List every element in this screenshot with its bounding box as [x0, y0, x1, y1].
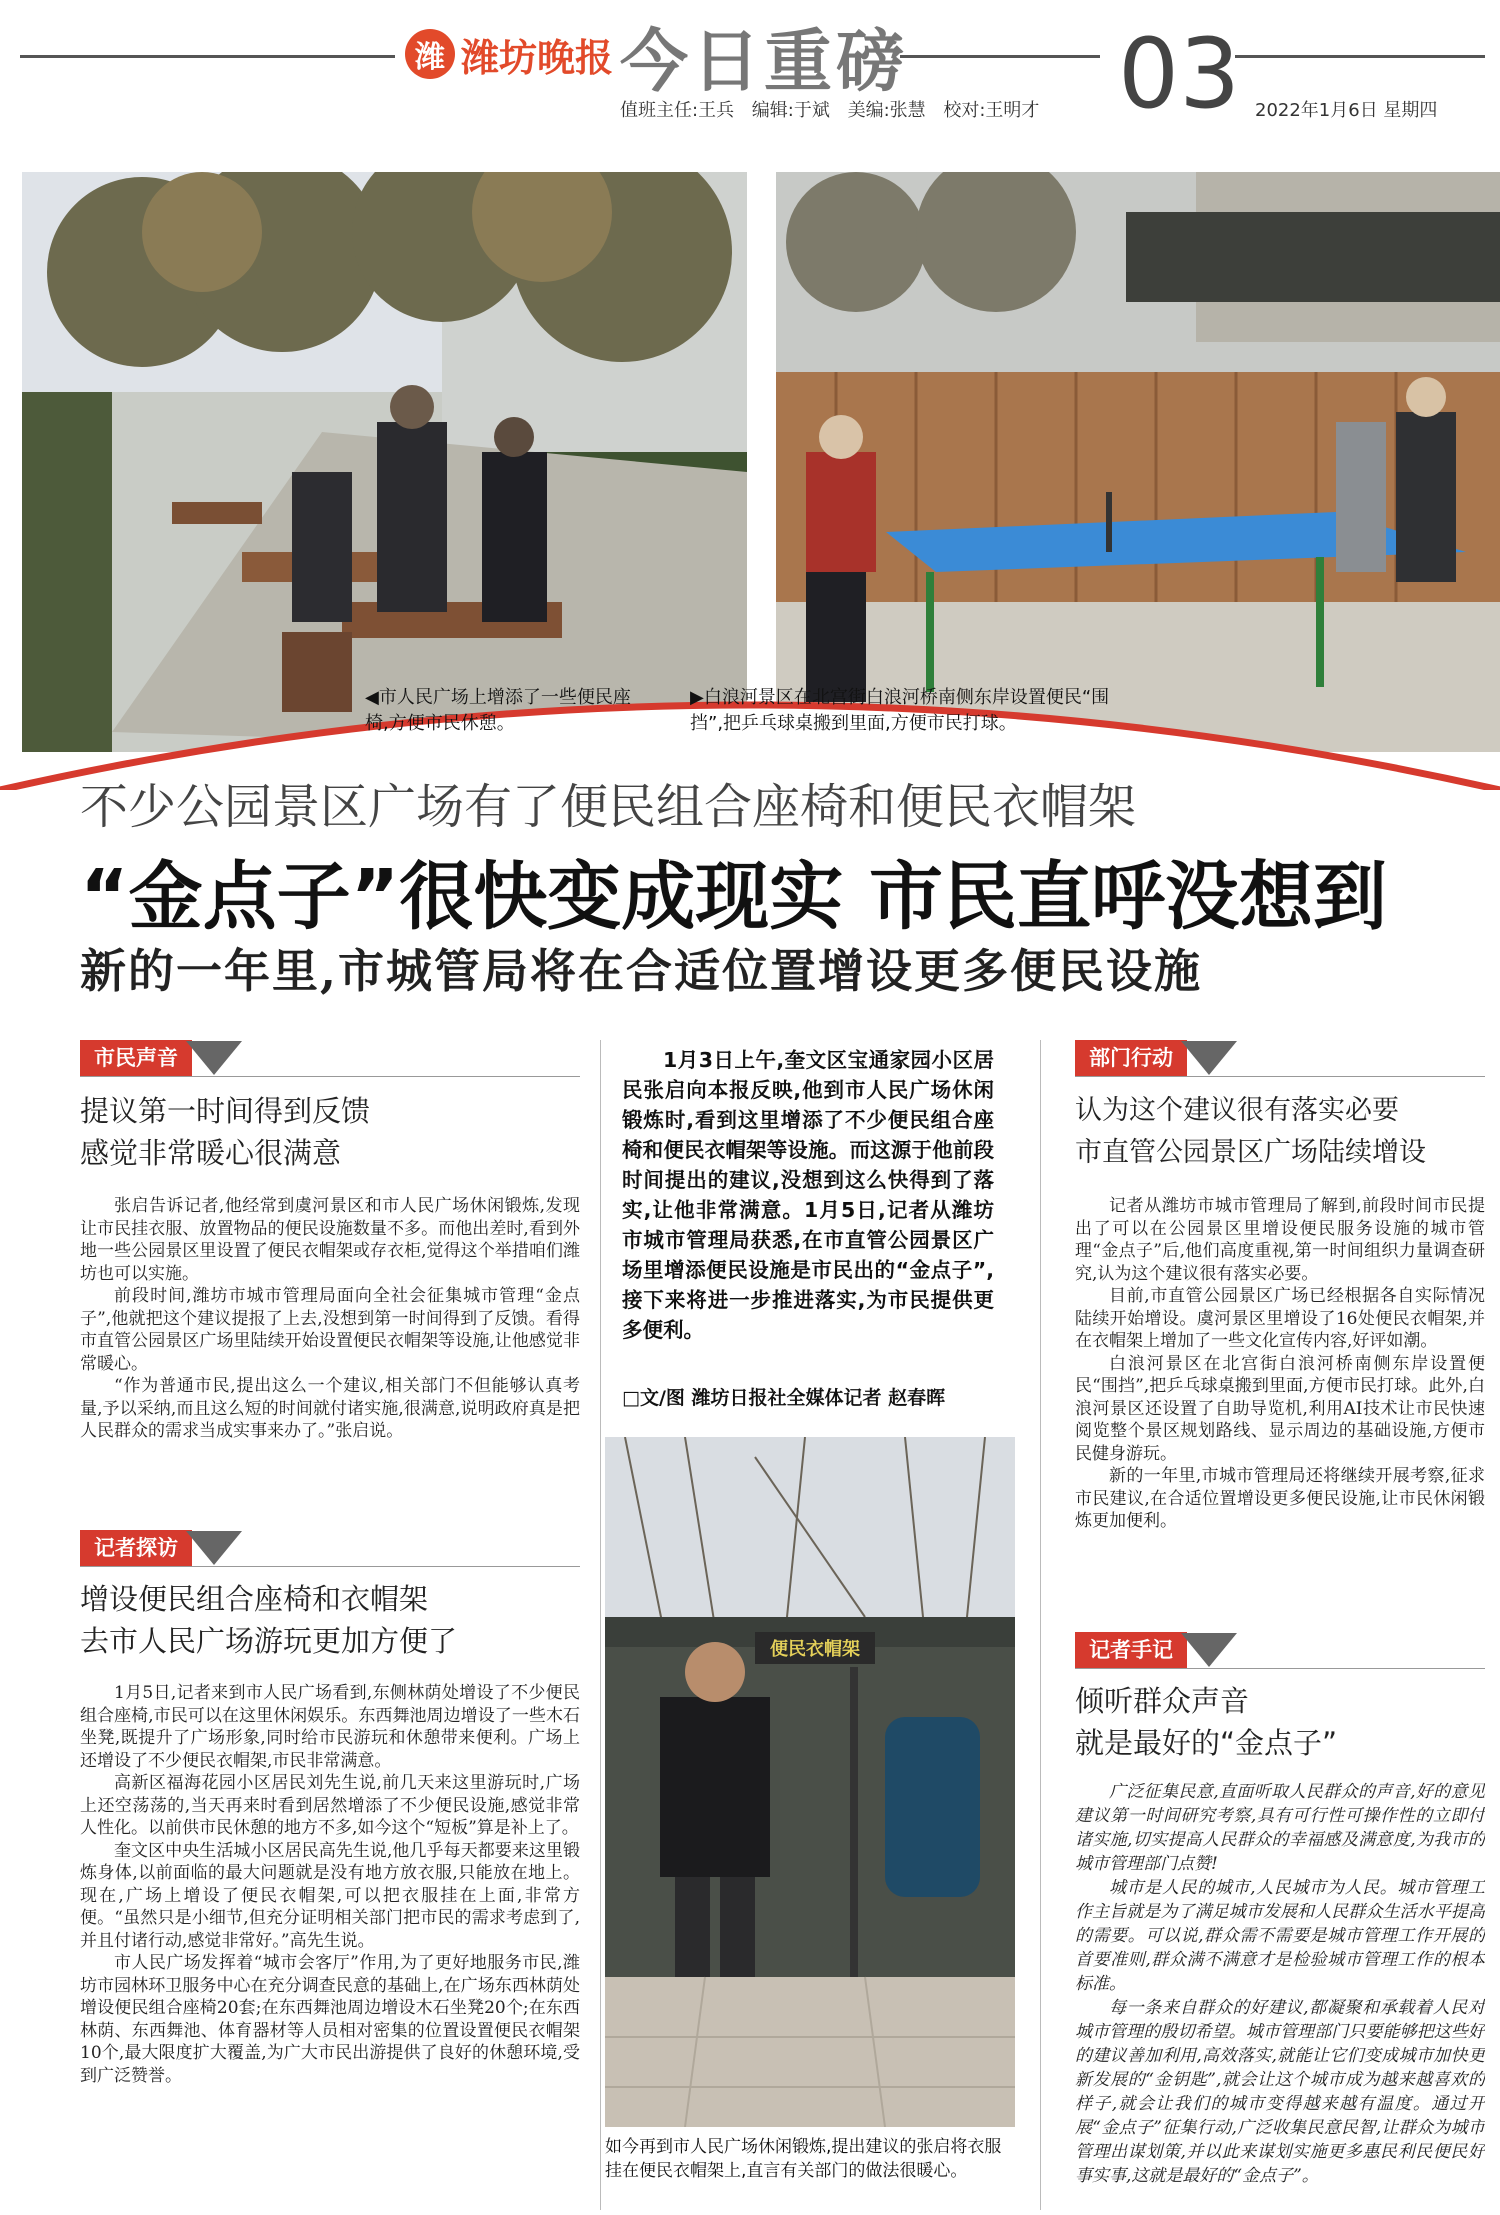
- tag-rule: [80, 1076, 580, 1077]
- header-rule-right: [1235, 55, 1485, 58]
- headline-sub: 不少公园景区广场有了便民组合座椅和便民衣帽架: [80, 779, 1137, 835]
- headline-main: “金点子”很快变成现实 市民直呼没想到: [80, 854, 1388, 940]
- paragraph: 张启告诉记者,他经常到虞河景区和市人民广场休闲锻炼,发现让市民挂衣服、放置物品的便民设施数量不多。而他出差时,看到外地一些公园景区里设置了便民衣帽架或存衣柜,觉得这个举措咱们潍坊也可以实施。: [80, 1196, 580, 1284]
- section-title: [1075, 1680, 1337, 1764]
- paragraph: 城市是人民的城市,人民城市为人民。城市管理工作主旨就是为了满足城市发展和人民群众生活水平提高的需要。可以说,群众需不需要是城市管理工作开展的首要准则,群众满不满意才是检验城市管理工作的根本标准。: [1075, 1878, 1485, 1994]
- paragraph: 1月5日,记者来到市人民广场看到,东侧林荫处增设了不少便民组合座椅,市民可以在这里休闲娱乐。东西舞池周边增设了一些木石坐凳,既提升了广场形象,同时给市民游玩和休憩带来便利。广场上还增设了不少便民衣帽架,市民非常满意。: [80, 1683, 580, 1771]
- paragraph: “作为普通市民,提出这么一个建议,相关部门不但能够认真考量,予以采纳,而且这么短的时间就付诸实施,很满意,说明政府真是把人民群众的需求当成实事来办了。”张启说。: [80, 1376, 580, 1441]
- paragraph: 1月3日上午,奎文区宝通家园小区居民张启向本报反映,他到市人民广场休闲锻炼时,看到这里增添了不少便民组合座椅和便民衣帽架等设施。而这源于他前段时间提出的建议,没想到这么快得到了落实,让他非常满意。1月5日,记者从潍坊市城市管理局获悉,在市直管公园景区广场里增添便民设施是市民出的“金点子”,接下来将进一步推进落实,为市民提供更多便利。: [622, 1048, 994, 1342]
- tag-triangle-icon: [186, 1531, 242, 1565]
- tag-label: 记者探访: [80, 1530, 192, 1566]
- section-title-line: 就是最好的“金点子”: [1075, 1726, 1338, 1760]
- right-photo-caption: ▶白浪河景区在北宫街白浪河桥南侧东岸设置便民“围挡”,把乒乓球桌搬到里面,方便市民打球。: [690, 687, 1110, 734]
- tag-reporter-note: [1075, 1632, 1237, 1668]
- lead-paragraph: [622, 1045, 994, 1345]
- paragraph: 市人民广场发挥着“城市会客厅”作用,为了更好地服务市民,潍坊市园林环卫服务中心在充分调查民意的基础上,在广场东西林荫处增设便民组合座椅20套;在东西舞池周边增设木石坐凳20个;在东西林荫、东西舞池、体育器材等人员相对密集的位置设置便民衣帽架10个,最大限度扩大覆盖,为广大市民出游提供了良好的休憩环境,受到广泛赞誉。: [80, 1953, 580, 2086]
- paragraph: 每一条来自群众的好建议,都凝聚和承载着人民对城市管理的殷切希望。城市管理部门只要能够把这些好的建议善加利用,高效落实,就能让它们变成城市加快更新发展的“金钥匙”,就会让这个城市成为越来越喜欢的样子,就会让我们的城市变得越来越有温度。通过开展“金点子”征集行动,广泛收集民意民智,让群众为城市管理出谋划策,并以此来谋划实施更多惠民利民便民好事实事,这就是最好的“金点子”。: [1075, 1998, 1485, 2186]
- section-title-line: 市直管公园景区广场陆续增设: [1075, 1137, 1426, 1168]
- coat-rack-image: [605, 1437, 1015, 2127]
- coat-rack-caption: 如今再到市人民广场休闲锻炼,提出建议的张启将衣服挂在便民衣帽架上,直言有关部门的做法很暖心。: [605, 2137, 1002, 2181]
- tag-rule: [1075, 1668, 1485, 1669]
- section-title-line: 认为这个建议很有落实必要: [1075, 1095, 1399, 1126]
- coat-rack-sign: 便民衣帽架: [770, 1639, 860, 1660]
- photo-coat-rack: [605, 1437, 1015, 2127]
- tag-label: 记者手记: [1075, 1632, 1187, 1668]
- tag-rule: [80, 1566, 580, 1567]
- paragraph: 前段时间,潍坊市城市管理局面向全社会征集城市管理“金点子”,他就把这个建议提报了上去,没想到第一时间得到了反馈。看得市直管公园景区广场里陆续开始设置便民衣帽架等设施,让他感觉非常暖心。: [80, 1286, 580, 1374]
- header-rule-mid: [900, 55, 1100, 58]
- brand-name: 潍坊晚报: [461, 35, 614, 80]
- tag-citizen-voice: [80, 1040, 242, 1076]
- article-body: [80, 1682, 580, 2210]
- tag-department-action: [1075, 1040, 1237, 1076]
- header-rule-left: [20, 55, 395, 58]
- section-title-line: 增设便民组合座椅和衣帽架: [80, 1582, 429, 1616]
- byline: □文/图 潍坊日报社全媒体记者 赵春晖: [622, 1387, 946, 1409]
- section-title: [80, 1090, 370, 1174]
- section-title-line: 感觉非常暖心很满意: [80, 1136, 342, 1170]
- paragraph: 目前,市直管公园景区广场已经根据各自实际情况陆续开始增设。虞河景区里增设了16处便民衣帽架,并在衣帽架上增加了一些文化宣传内容,好评如潮。: [1075, 1286, 1485, 1351]
- article-body: [1075, 1195, 1485, 1533]
- tag-triangle-icon: [1181, 1041, 1237, 1075]
- paragraph: 高新区福海花园小区居民刘先生说,前几天来这里游玩时,广场上还空荡荡的,当天再来时看到居然增添了不少便民设施,感觉非常人性化。以前供市民休憩的地方不多,如今这个“短板”算是补上了。: [80, 1773, 580, 1838]
- section-title-line: 倾听群众声音: [1075, 1684, 1250, 1718]
- section-title: [80, 1578, 457, 1662]
- paragraph: 新的一年里,市城市管理局还将继续开展考察,征求市民建议,在合适位置增设更多便民设施,让市民休闲锻炼更加便利。: [1075, 1466, 1485, 1531]
- article-body: [80, 1195, 580, 1443]
- page-number: 03: [1118, 18, 1241, 130]
- tag-triangle-icon: [1181, 1633, 1237, 1667]
- tag-label: 市民声音: [80, 1040, 192, 1076]
- section-title-line: 提议第一时间得到反馈: [80, 1094, 371, 1128]
- tag-label: 部门行动: [1075, 1040, 1187, 1076]
- headline-deck: 新的一年里,市城管局将在合适位置增设更多便民设施: [80, 944, 1203, 998]
- paragraph: 奎文区中央生活城小区居民高先生说,他几乎每天都要来这里锻炼身体,以前面临的最大问题就是没有地方放衣服,只能放在地上。现在,广场上增设了便民衣帽架,可以把衣服挂在上面,非常方便。“虽然只是小细节,但充分证明相关部门把市民的需求考虑到了,并且付诸行动,感觉非常好。”高先生说。: [80, 1840, 580, 1951]
- brand-logo-icon: 潍: [405, 29, 455, 79]
- brand: [405, 26, 613, 82]
- paragraph: 广泛征集民意,直面听取人民群众的声音,好的意见建议第一时间研究考察,具有可行性可操作性的立即付诸实施,切实提高人民群众的幸福感及满意度,为我市的城市管理部门点赞!: [1075, 1782, 1485, 1874]
- section-name: 今日重磅: [620, 23, 909, 102]
- commentary-body: [1075, 1780, 1485, 2210]
- section-title: [1075, 1090, 1426, 1174]
- paragraph: 记者从潍坊市城市管理局了解到,前段时间市民提出了可以在公园景区里增设便民服务设施的城市管理“金点子”后,他们高度重视,第一时间组织力量调查研究,认为这个建议很有落实必要。: [1075, 1196, 1485, 1284]
- column-rule-1: [600, 1040, 601, 2210]
- editor-credits: 值班主任:王兵 编辑:于斌 美编:张慧 校对:王明才: [620, 100, 1040, 121]
- column-rule-2: [1040, 1040, 1041, 2210]
- tag-triangle-icon: [186, 1041, 242, 1075]
- paragraph: 白浪河景区在北宫街白浪河桥南侧东岸设置便民“围挡”,把乒乓球桌搬到里面,方便市民打球。此外,白浪河景区还设置了自助导览机,利用AI技术让市民快速阅览整个景区规划路线、显示周边的基础设施,方便市民健身游玩。: [1075, 1353, 1485, 1464]
- section-title-line: 去市人民广场游玩更加方便了: [80, 1624, 458, 1658]
- tag-reporter-visit: [80, 1530, 242, 1566]
- tag-rule: [1075, 1076, 1485, 1077]
- left-photo-caption: ◀市人民广场上增添了一些便民座椅,方便市民休憩。: [365, 687, 631, 734]
- issue-date: 2022年1月6日 星期四: [1255, 100, 1438, 121]
